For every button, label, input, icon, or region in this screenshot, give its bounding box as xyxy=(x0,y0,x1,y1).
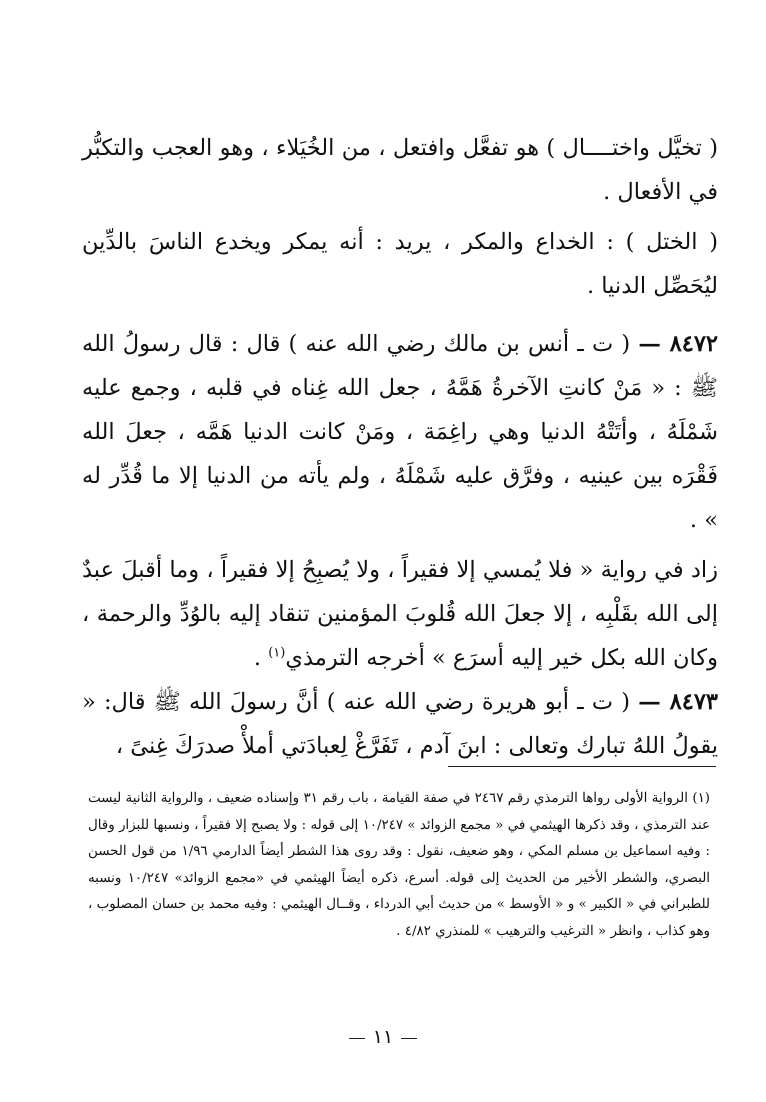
riwaya-end: . xyxy=(253,645,269,671)
paragraph-riwaya xyxy=(82,548,718,680)
hadith-8472 xyxy=(82,322,718,542)
paragraph-khayala: ( تخيَّل واختــــال ) هو تفعَّل وافتعل ، من الخُيَلاء ، وهو العجب والتكبُّر في الأفعال . xyxy=(82,135,718,205)
hadith-8473 xyxy=(82,680,718,768)
page-number xyxy=(0,1026,766,1048)
footnote-reference[interactable]: (١) xyxy=(268,645,286,661)
hadith-number: ٨٤٧٣ — xyxy=(638,689,718,715)
hadith-number: ٨٤٧٢ — xyxy=(638,331,719,357)
paragraph-khatl: ( الختل ) : الخداع والمكر ، يريد : أنه يمكر ويخدع الناسَ بالدِّين ليُحَصِّل الدنيا . xyxy=(82,229,718,299)
page-number-dash-left xyxy=(349,1038,365,1039)
footnote-separator xyxy=(448,766,716,767)
riwaya-text: زاد في رواية « فلا يُمسي إلا فقيراً ، ولا يُصبِحُ إلا فقيراً ، وما أقبلَ عبدٌ إلى الله بقَلْبِه ، إلا جعلَ الله قُلوبَ المؤمنين تنقاد إليه بالوُدِّ والرحمة ، وكان الله بكل خير إليه أسرَع » أخرجه الترمذي xyxy=(82,557,718,671)
footnote-1: (١) الرواية الأولى رواها الترمذي رقم ٢٤٦٧ في صفة القيامة ، باب رقم ٣١ وإسناده ضعيف ، والرواية الثانية ليست عند الترمذي ، وقد ذكرها الهيثمي في « مجمع الزوائد » ١٠/٢٤٧ إلى قوله : ولا يصبح إلا فقيراً ، ونسبها للبزار وقال : وفيه اسماعيل بن مسلم المكي ، وهو ضعيف، نقول : وقد روى هذا الشطر أيضاً الدارمي ١/٩٦ من قول الحسن البصري، والشطر الأخير من الحديث إلى قوله. أسرع، ذكره أيضاً الهيثمي في «مجمع الزوائد» ١٠/٢٤٧ ونسبه للطبراني في « الكبير » و « الأوسط » من حديث أبي الدرداء ، وقــال الهيثمي : وفيه محمد بن حسان المصلوب ، وهو كذاب ، وانظر « الترغيب والترهيب » للمنذري ٤/٨٢ . xyxy=(88,791,710,939)
page-number-dash-right xyxy=(401,1038,417,1039)
main-text xyxy=(82,126,718,768)
hadith-text: ( ت ـ أبو هريرة رضي الله عنه ) أنَّ رسولَ الله ﷺ قال: « يقولُ اللهُ تبارك وتعالى : ابنَ آدم ، تَفَرَّغْ لِعبادَتي أملأْ صدرَكَ غِنىً ، xyxy=(82,689,718,759)
footnotes xyxy=(88,786,710,945)
hadith-text: ( ت ـ أنس بن مالك رضي الله عنه ) قال : قال رسولُ الله ﷺ : « مَنْ كانتِ الآخرةُ هَمَّهُ ، جعل الله غِناه في قلبه ، وجمع عليه شَمْلَهُ ، وأتَتْهُ الدنيا وهي راغِمَة ، ومَنْ كانت الدنيا هَمَّه ، جعلَ الله فَقْرَه بين عينيه ، وفرَّق عليه شَمْلَهُ ، ولم يأته من الدنيا إلا ما قُدِّر له » . xyxy=(82,331,718,533)
page-number-value: ١١ xyxy=(372,1026,394,1048)
